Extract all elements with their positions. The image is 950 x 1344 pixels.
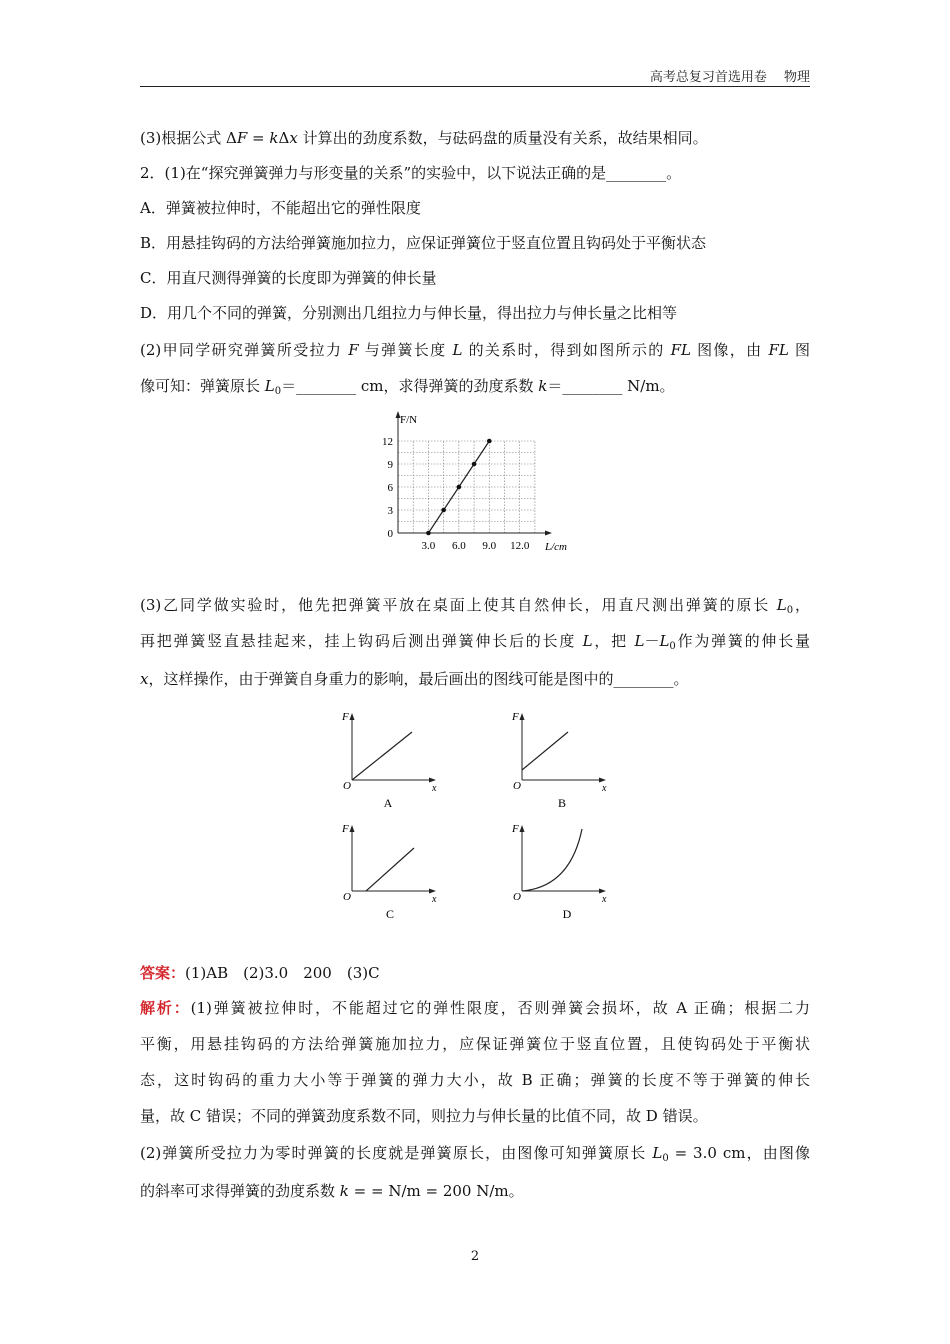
y-tick-label: 6 — [387, 482, 393, 494]
graph-d-origin: O — [513, 891, 521, 903]
header-rule — [140, 86, 810, 87]
analysis-line6: 的斜率可求得弹簧的劲度系数 k = = N/m = 200 N/m。 — [140, 1182, 524, 1200]
analysis-label: 解析： — [140, 999, 191, 1017]
analysis-line4: 量，故 C 错误；不同的弹簧劲度系数不同，则拉力与伸长量的比值不同，故 D 错误。 — [140, 1107, 708, 1125]
x-tick-label: 9.0 — [482, 540, 497, 552]
data-point — [487, 439, 492, 444]
x-tick-label: 6.0 — [451, 540, 466, 552]
graph-a-line — [352, 732, 412, 780]
answer: 答案：(1)AB (2)3.0 200 (3)C — [140, 964, 380, 982]
graph-b-x: x — [602, 783, 607, 794]
y-tick-label: 0 — [387, 528, 393, 540]
y-tick-label: 9 — [387, 459, 393, 471]
question-2-2-line1: (2)甲同学研究弹簧所受拉力 F 与弹簧长度 L 的关系时，得到如图所示的 FL 图像，由 FL 图 — [140, 341, 810, 359]
graph-a-y: F — [342, 711, 349, 723]
chart-ticks — [382, 436, 530, 552]
data-point — [441, 508, 446, 513]
graph-d-curve — [522, 829, 582, 891]
analysis-line5: (2)弹簧所受拉力为零时弹簧的长度就是弹簧原长，由图像可知弹簧原长 $L_0 = 3.0$ cm，由图像 — [140, 1144, 810, 1164]
option-a: A．弹簧被拉伸时，不能超出它的弹性限度 — [140, 199, 421, 217]
graph-c — [341, 823, 437, 921]
x-tick-label: 3.0 — [421, 540, 436, 552]
graph-b-y: F — [512, 711, 519, 723]
graph-b-line — [522, 732, 568, 770]
graph-d — [511, 823, 607, 921]
graph-c-origin: O — [343, 891, 351, 903]
graph-c-y: F — [342, 823, 349, 835]
graph-c-line — [366, 848, 414, 891]
graph-d-x: x — [602, 894, 607, 905]
page-number: 2 — [470, 1249, 480, 1264]
question-2-3-line3: x，这样操作，由于弹簧自身重力的影响，最后画出的图线可能是图中的________。 — [140, 670, 689, 688]
graph-b-label: B — [557, 796, 567, 810]
page-header — [140, 66, 810, 85]
graph-d-y: F — [512, 823, 519, 835]
answer-label: 答案： — [140, 964, 186, 982]
graph-b — [511, 711, 607, 810]
analysis-line2: 平衡，用悬挂钩码的方法给弹簧施加拉力，应保证弹簧位于竖直位置，且使钩码处于平衡状 — [140, 1035, 810, 1053]
graph-a-origin: O — [343, 780, 351, 792]
data-point — [426, 531, 431, 536]
x-axis-label: L/cm — [545, 541, 567, 553]
graph-c-label: C — [385, 907, 395, 921]
paragraph-3: (3)根据公式 ΔF = kΔx 计算出的劲度系数，与砝码盘的质量没有关系，故结果相同。 — [140, 129, 708, 147]
data-point — [472, 462, 477, 467]
graph-c-x: x — [432, 894, 437, 905]
y-tick-label: 3 — [387, 505, 393, 517]
question-2-3-line1: (3)乙同学做实验时，他先把弹簧平放在桌面上使其自然伸长，用直尺测出弹簧的原长 $L_0$， — [140, 596, 810, 616]
option-d: D．用几个不同的弹簧，分别测出几组拉力与伸长量，得出拉力与伸长量之比相等 — [140, 304, 678, 322]
x-tick-label: 12.0 — [510, 540, 530, 552]
question-2-2-line2: 像可知：弹簧原长 $L_0=\_\_\_\_\_\_\_\_$ cm，求得弹簧的劲度系数 k＝________ N/m。 — [140, 377, 675, 397]
graph-d-label: D — [562, 907, 572, 921]
y-tick-label: 12 — [382, 436, 393, 448]
data-point — [457, 485, 462, 490]
analysis-line1: 解析：(1)弹簧被拉伸时，不能超过它的弹性限度，否则弹簧会损坏，故 A 正确；根据二力 — [140, 999, 810, 1017]
graph-a-x: x — [432, 783, 437, 794]
x-axis-arrow — [545, 531, 552, 536]
fl-chart — [360, 405, 580, 565]
option-graphs — [330, 705, 630, 930]
y-axis-label: F/N — [400, 414, 418, 426]
analysis-line3: 态，这时钩码的重力大小等于弹簧的弹力大小，故 B 正确；弹簧的长度不等于弹簧的伸长 — [140, 1071, 810, 1089]
question-2-1: 2．(1)在“探究弹簧弹力与形变量的关系”的实验中，以下说法正确的是________。 — [140, 164, 682, 182]
chart-grid — [398, 441, 535, 533]
option-b: B．用悬挂钩码的方法给弹簧施加拉力，应保证弹簧位于竖直位置且钩码处于平衡状态 — [140, 234, 707, 252]
option-c: C．用直尺测得弹簧的长度即为弹簧的伸长量 — [140, 269, 437, 287]
header-subject: 物理 — [783, 70, 810, 85]
graph-b-origin: O — [513, 780, 521, 792]
graph-a — [341, 711, 437, 810]
graph-a-label: A — [383, 796, 393, 810]
question-2-3-line2: 再把弹簧竖直悬挂起来，挂上钩码后测出弹簧伸长后的长度 L，把 $L-L_0$作为弹簧的伸长量 — [140, 632, 810, 652]
header-book: 高考总复习首选用卷 — [649, 70, 767, 85]
chart-axes — [396, 411, 553, 536]
